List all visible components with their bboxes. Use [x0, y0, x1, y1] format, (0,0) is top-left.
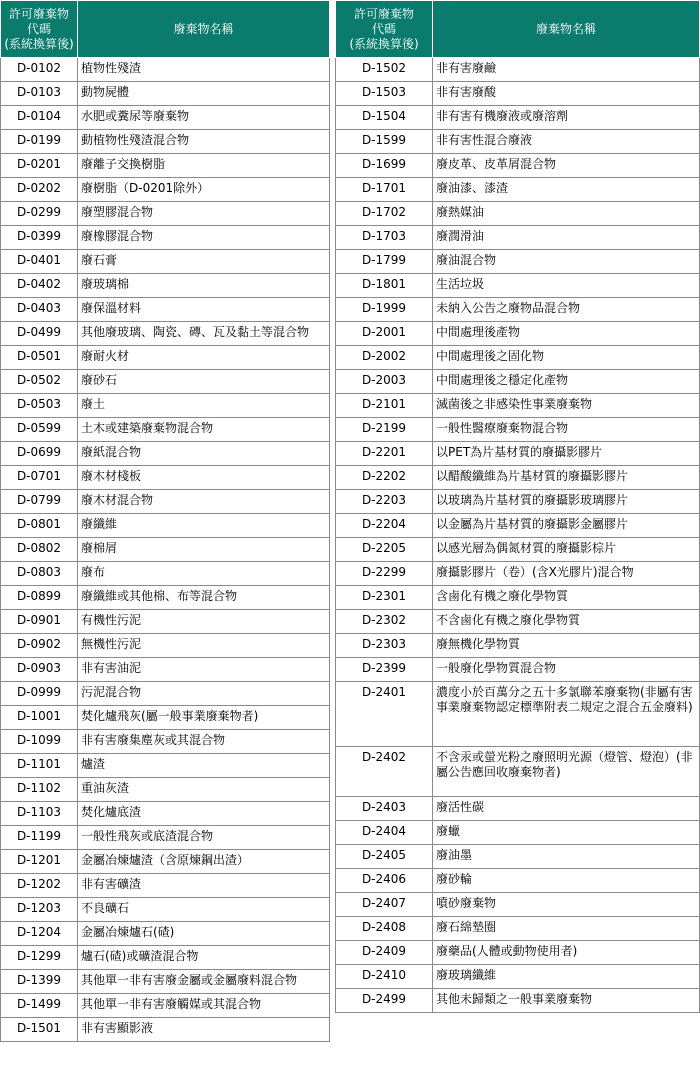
table-row	[1, 826, 330, 850]
table-row	[336, 154, 700, 178]
waste-code-cell: D-2402	[336, 747, 433, 797]
table-row	[1, 346, 330, 370]
waste-name-cell: 爐渣	[78, 754, 330, 778]
table-row	[336, 298, 700, 322]
waste-name-cell: 廢潤滑油	[433, 226, 700, 250]
waste-code-cell: D-0903	[1, 658, 78, 682]
waste-name-cell: 非有害顯影液	[78, 1018, 330, 1042]
waste-code-cell: D-2199	[336, 418, 433, 442]
waste-table-right	[335, 0, 700, 1013]
table-row	[1, 610, 330, 634]
waste-code-cell: D-2203	[336, 490, 433, 514]
waste-name-cell: 不含汞或螢光粉之廢照明光源（燈管、燈泡）(非屬公告應回收廢棄物者)	[433, 747, 700, 797]
table-row	[1, 466, 330, 490]
table-row	[1, 130, 330, 154]
table-row	[1, 82, 330, 106]
waste-name-cell: 滅菌後之非感染性事業廢棄物	[433, 394, 700, 418]
waste-code-cell: D-2201	[336, 442, 433, 466]
waste-code-cell: D-2202	[336, 466, 433, 490]
table-row	[1, 778, 330, 802]
table-row	[336, 562, 700, 586]
code-header-line: 代碼	[26, 21, 51, 36]
waste-name-cell: 以感光層為偶氮材質的廢攝影棕片	[433, 538, 700, 562]
waste-code-cell: D-0902	[1, 634, 78, 658]
table-row	[336, 418, 700, 442]
waste-code-cell: D-2302	[336, 610, 433, 634]
waste-code-cell: D-0403	[1, 298, 78, 322]
waste-name-cell: 非有害廢集塵灰或其混合物	[78, 730, 330, 754]
table-row	[1, 994, 330, 1018]
waste-name-cell: 非有害油泥	[78, 658, 330, 682]
waste-name-cell: 不含鹵化有機之廢化學物質	[433, 610, 700, 634]
table-row	[1, 850, 330, 874]
code-column-header	[1, 1, 78, 58]
waste-name-cell: 廢木材棧板	[78, 466, 330, 490]
waste-name-cell: 廢油混合物	[433, 250, 700, 274]
waste-code-cell: D-2407	[336, 893, 433, 917]
waste-name-cell: 廢砂輪	[433, 869, 700, 893]
table-row	[336, 346, 700, 370]
waste-name-cell: 廢油漆、漆渣	[433, 178, 700, 202]
waste-code-cell: D-0901	[1, 610, 78, 634]
table-row	[336, 610, 700, 634]
table-row	[336, 989, 700, 1013]
table-row	[336, 514, 700, 538]
waste-code-cell: D-0699	[1, 442, 78, 466]
waste-name-cell: 一般廢化學物質混合物	[433, 658, 700, 682]
waste-code-cell: D-0802	[1, 538, 78, 562]
table-row	[336, 845, 700, 869]
waste-name-cell: 無機性污泥	[78, 634, 330, 658]
waste-name-cell: 動植物性殘渣混合物	[78, 130, 330, 154]
table-row	[336, 917, 700, 941]
name-column-header: 廢棄物名稱	[78, 1, 330, 58]
waste-code-cell: D-1202	[1, 874, 78, 898]
table-row	[1, 298, 330, 322]
waste-code-cell: D-0899	[1, 586, 78, 610]
table-row	[336, 322, 700, 346]
waste-code-cell: D-0402	[1, 274, 78, 298]
waste-code-cell: D-1503	[336, 82, 433, 106]
waste-code-cell: D-1203	[1, 898, 78, 922]
waste-code-cell: D-2399	[336, 658, 433, 682]
waste-name-cell: 非有害礦渣	[78, 874, 330, 898]
waste-code-cell: D-1204	[1, 922, 78, 946]
waste-name-cell: 重油灰渣	[78, 778, 330, 802]
table-row	[336, 226, 700, 250]
waste-name-cell: 焚化爐飛灰(屬一般事業廢棄物者)	[78, 706, 330, 730]
waste-name-cell: 土木或建築廢棄物混合物	[78, 418, 330, 442]
waste-name-cell: 廢纖維	[78, 514, 330, 538]
waste-code-cell: D-2001	[336, 322, 433, 346]
waste-code-cell: D-2408	[336, 917, 433, 941]
waste-name-cell: 廢紙混合物	[78, 442, 330, 466]
waste-name-cell: 一般性醫療廢棄物混合物	[433, 418, 700, 442]
waste-name-cell: 廢橡膠混合物	[78, 226, 330, 250]
table-row	[1, 394, 330, 418]
table-row	[336, 869, 700, 893]
waste-name-cell: 廢土	[78, 394, 330, 418]
waste-code-cell: D-1801	[336, 274, 433, 298]
table-row	[336, 821, 700, 845]
waste-code-cell: D-0502	[1, 370, 78, 394]
waste-code-cell: D-2299	[336, 562, 433, 586]
waste-name-cell: 廢活性碳	[433, 797, 700, 821]
waste-code-cell: D-2410	[336, 965, 433, 989]
code-header-line: 代碼	[371, 21, 396, 36]
table-row	[1, 370, 330, 394]
waste-name-cell: 不良礦石	[78, 898, 330, 922]
waste-code-cell: D-1099	[1, 730, 78, 754]
waste-code-cell: D-1599	[336, 130, 433, 154]
code-header-line: 許可廢棄物	[353, 6, 414, 21]
table-row	[336, 634, 700, 658]
waste-code-cell: D-0801	[1, 514, 78, 538]
waste-code-cell: D-2404	[336, 821, 433, 845]
waste-code-cell: D-0202	[1, 178, 78, 202]
waste-code-cell: D-1201	[1, 850, 78, 874]
table-row	[1, 154, 330, 178]
waste-code-cell: D-1102	[1, 778, 78, 802]
waste-name-cell: 廢無機化學物質	[433, 634, 700, 658]
waste-code-cell: D-1999	[336, 298, 433, 322]
waste-code-cell: D-0501	[1, 346, 78, 370]
table-row	[336, 106, 700, 130]
waste-name-cell: 廢油墨	[433, 845, 700, 869]
waste-code-cell: D-2205	[336, 538, 433, 562]
waste-code-cell: D-0803	[1, 562, 78, 586]
table-row	[1, 898, 330, 922]
waste-code-cell: D-1399	[1, 970, 78, 994]
waste-name-cell: 廢保溫材料	[78, 298, 330, 322]
table-row	[336, 202, 700, 226]
waste-name-cell: 廢藥品(人體或動物使用者)	[433, 941, 700, 965]
code-header-line: (系統換算後)	[4, 36, 74, 51]
table-row	[1, 922, 330, 946]
waste-code-cell: D-2401	[336, 682, 433, 747]
table-row	[336, 370, 700, 394]
code-header-line: 許可廢棄物	[8, 6, 69, 21]
waste-code-cell: D-1103	[1, 802, 78, 826]
waste-name-cell: 廢樹脂（D-0201除外）	[78, 178, 330, 202]
name-column-header: 廢棄物名稱	[433, 1, 700, 58]
table-row	[336, 274, 700, 298]
waste-code-cell: D-1701	[336, 178, 433, 202]
waste-code-cell: D-1799	[336, 250, 433, 274]
table-row	[336, 58, 700, 82]
table-row	[336, 586, 700, 610]
waste-code-cell: D-2405	[336, 845, 433, 869]
table-row	[1, 946, 330, 970]
waste-name-cell: 廢耐火材	[78, 346, 330, 370]
waste-name-cell: 其他單一非有害廢金屬或金屬廢料混合物	[78, 970, 330, 994]
table-body-right	[336, 58, 700, 1013]
table-row	[1, 754, 330, 778]
table-row	[1, 730, 330, 754]
waste-name-cell: 非有害有機廢液或廢溶劑	[433, 106, 700, 130]
table-row	[336, 490, 700, 514]
table-row	[336, 82, 700, 106]
table-row	[1, 658, 330, 682]
waste-name-cell: 濃度小於百萬分之五十多氯聯苯廢棄物(非屬有害事業廢棄物認定標準附表二規定之混合五金廢料)	[433, 682, 700, 747]
waste-name-cell: 廢木材混合物	[78, 490, 330, 514]
waste-code-cell: D-1199	[1, 826, 78, 850]
waste-name-cell: 一般性飛灰或底渣混合物	[78, 826, 330, 850]
waste-code-cell: D-1702	[336, 202, 433, 226]
waste-code-cell: D-0299	[1, 202, 78, 226]
waste-name-cell: 廢玻璃纖維	[433, 965, 700, 989]
code-header-line: (系統換算後)	[349, 36, 419, 51]
table-row	[336, 682, 700, 747]
table-row	[1, 442, 330, 466]
waste-name-cell: 以玻璃為片基材質的廢攝影玻璃膠片	[433, 490, 700, 514]
waste-name-cell: 廢纖維或其他棉、布等混合物	[78, 586, 330, 610]
waste-code-cell: D-2406	[336, 869, 433, 893]
waste-code-cell: D-0499	[1, 322, 78, 346]
waste-code-cell: D-1499	[1, 994, 78, 1018]
table-row	[336, 941, 700, 965]
waste-name-cell: 廢攝影膠片（卷）(含X光膠片)混合物	[433, 562, 700, 586]
waste-name-cell: 廢塑膠混合物	[78, 202, 330, 226]
waste-name-cell: 非有害廢酸	[433, 82, 700, 106]
table-row	[1, 538, 330, 562]
table-row	[1, 226, 330, 250]
waste-code-cell: D-2409	[336, 941, 433, 965]
table-row	[1, 58, 330, 82]
waste-code-cell: D-1001	[1, 706, 78, 730]
table-row	[1, 1018, 330, 1042]
waste-name-cell: 廢砂石	[78, 370, 330, 394]
waste-code-cell: D-2003	[336, 370, 433, 394]
table-row	[1, 802, 330, 826]
table-row	[336, 893, 700, 917]
waste-code-cell: D-1299	[1, 946, 78, 970]
waste-code-cell: D-0701	[1, 466, 78, 490]
waste-name-cell: 其他未歸類之一般事業廢棄物	[433, 989, 700, 1013]
waste-name-cell: 含鹵化有機之廢化學物質	[433, 586, 700, 610]
waste-name-cell: 其他廢玻璃、陶瓷、磚、瓦及黏土等混合物	[78, 322, 330, 346]
waste-name-cell: 廢石綿墊圈	[433, 917, 700, 941]
waste-table-left	[0, 0, 330, 1042]
waste-name-cell: 廢熱媒油	[433, 202, 700, 226]
waste-name-cell: 水肥或糞尿等廢棄物	[78, 106, 330, 130]
waste-code-cell: D-0503	[1, 394, 78, 418]
waste-name-cell: 生活垃圾	[433, 274, 700, 298]
waste-code-cell: D-2499	[336, 989, 433, 1013]
table-row	[336, 538, 700, 562]
waste-name-cell: 廢離子交換樹脂	[78, 154, 330, 178]
table-row	[1, 106, 330, 130]
waste-code-cell: D-0401	[1, 250, 78, 274]
waste-code-cell: D-0399	[1, 226, 78, 250]
waste-name-cell: 廢皮革、皮革屑混合物	[433, 154, 700, 178]
waste-name-cell: 中間處理後產物	[433, 322, 700, 346]
table-body-left	[1, 58, 330, 1042]
waste-name-cell: 噴砂廢棄物	[433, 893, 700, 917]
waste-code-cell: D-1101	[1, 754, 78, 778]
table-row	[1, 514, 330, 538]
waste-code-cell: D-0199	[1, 130, 78, 154]
waste-name-cell: 以醋酸纖維為片基材質的廢攝影膠片	[433, 466, 700, 490]
waste-name-cell: 金屬冶煉爐石(碴)	[78, 922, 330, 946]
waste-name-cell: 廢蠟	[433, 821, 700, 845]
waste-code-cell: D-2204	[336, 514, 433, 538]
waste-name-cell: 以PET為片基材質的廢攝影膠片	[433, 442, 700, 466]
waste-code-cell: D-0103	[1, 82, 78, 106]
waste-code-cell: D-2303	[336, 634, 433, 658]
table-row	[336, 466, 700, 490]
waste-name-cell: 廢棉屑	[78, 538, 330, 562]
table-row	[336, 394, 700, 418]
waste-code-cell: D-1502	[336, 58, 433, 82]
table-row	[1, 586, 330, 610]
table-row	[1, 418, 330, 442]
table-row	[1, 322, 330, 346]
waste-name-cell: 廢石膏	[78, 250, 330, 274]
table-row	[1, 874, 330, 898]
waste-name-cell: 非有害廢鹼	[433, 58, 700, 82]
waste-code-cell: D-2002	[336, 346, 433, 370]
waste-code-cell: D-1501	[1, 1018, 78, 1042]
waste-name-cell: 金屬冶煉爐渣（含原煉鋼出渣）	[78, 850, 330, 874]
table-row	[336, 442, 700, 466]
table-row	[336, 965, 700, 989]
table-row	[1, 970, 330, 994]
table-row	[336, 797, 700, 821]
waste-code-cell: D-1703	[336, 226, 433, 250]
waste-code-cell: D-0201	[1, 154, 78, 178]
waste-name-cell: 非有害性混合廢液	[433, 130, 700, 154]
waste-code-cell: D-0102	[1, 58, 78, 82]
waste-name-cell: 中間處理後之穩定化產物	[433, 370, 700, 394]
table-row	[1, 178, 330, 202]
table-header-row	[1, 1, 330, 58]
table-header-row	[336, 1, 700, 58]
table-row	[336, 658, 700, 682]
table-row	[336, 747, 700, 797]
table-row	[336, 250, 700, 274]
waste-code-cell: D-0799	[1, 490, 78, 514]
waste-code-cell: D-2301	[336, 586, 433, 610]
waste-code-cell: D-2101	[336, 394, 433, 418]
waste-code-cell: D-0104	[1, 106, 78, 130]
waste-name-cell: 廢布	[78, 562, 330, 586]
waste-name-cell: 焚化爐底渣	[78, 802, 330, 826]
waste-name-cell: 植物性殘渣	[78, 58, 330, 82]
waste-name-cell: 爐石(碴)或礦渣混合物	[78, 946, 330, 970]
table-row	[1, 706, 330, 730]
waste-name-cell: 廢玻璃棉	[78, 274, 330, 298]
table-row	[1, 490, 330, 514]
table-row	[1, 682, 330, 706]
waste-name-cell: 未納入公告之廢物品混合物	[433, 298, 700, 322]
table-row	[1, 274, 330, 298]
waste-name-cell: 其他單一非有害廢觸媒或其混合物	[78, 994, 330, 1018]
waste-name-cell: 以金屬為片基材質的廢攝影金屬膠片	[433, 514, 700, 538]
waste-code-cell: D-0599	[1, 418, 78, 442]
code-column-header	[336, 1, 433, 58]
table-row	[336, 130, 700, 154]
table-row	[1, 250, 330, 274]
table-row	[1, 562, 330, 586]
table-row	[1, 634, 330, 658]
waste-name-cell: 污泥混合物	[78, 682, 330, 706]
waste-name-cell: 有機性污泥	[78, 610, 330, 634]
table-row	[336, 178, 700, 202]
table-row	[1, 202, 330, 226]
waste-name-cell: 中間處理後之固化物	[433, 346, 700, 370]
waste-code-cell: D-1504	[336, 106, 433, 130]
waste-name-cell: 動物屍體	[78, 82, 330, 106]
waste-code-cell: D-0999	[1, 682, 78, 706]
waste-code-cell: D-1699	[336, 154, 433, 178]
waste-code-cell: D-2403	[336, 797, 433, 821]
